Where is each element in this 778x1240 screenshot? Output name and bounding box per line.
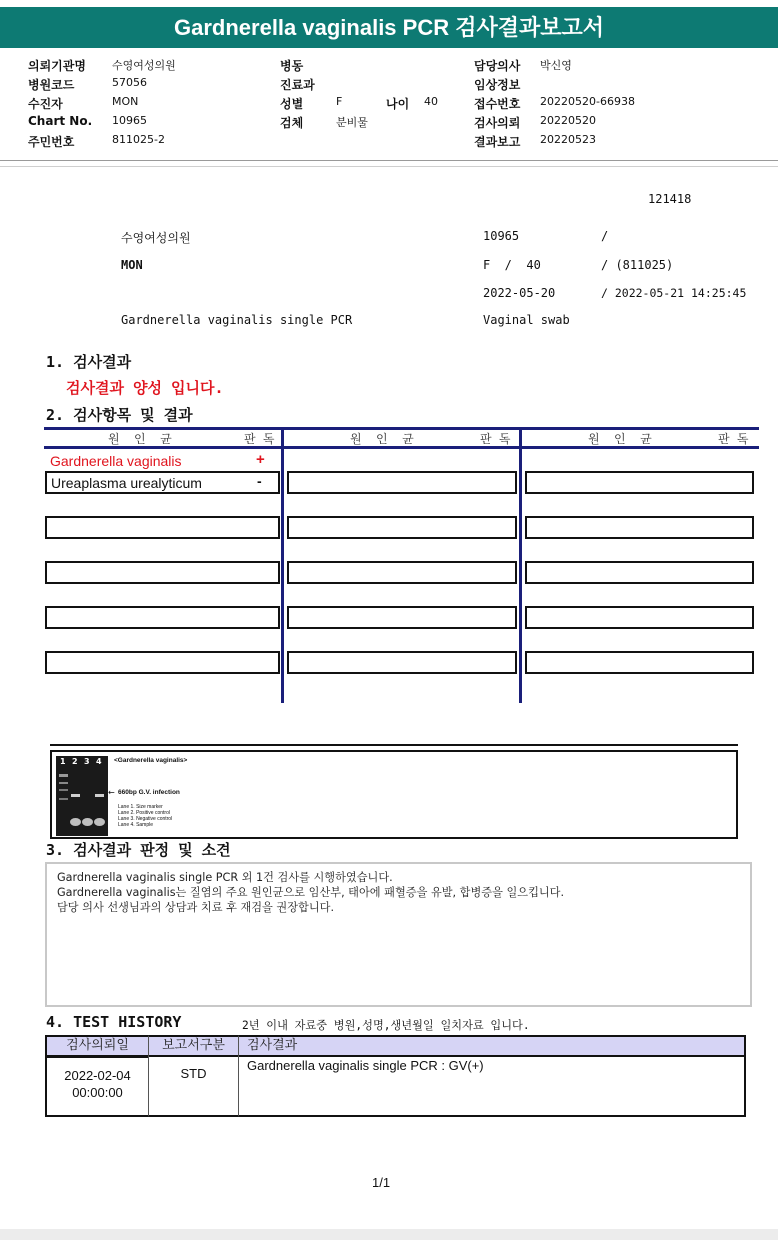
gel-primer-glow: [82, 818, 93, 826]
empty-cell: [525, 651, 754, 674]
empty-cell: [45, 516, 280, 539]
col-header-pathogen: 원 인 균: [588, 432, 652, 446]
table-row: [45, 471, 280, 494]
history-date: 2022-02-04: [64, 1068, 131, 1083]
page-number: 1/1: [372, 1175, 391, 1190]
header-label: 접수번호: [474, 97, 521, 111]
history-header-label: 검사결과: [247, 1038, 298, 1053]
report-title: Gardnerella vaginalis PCR 검사결과보고서: [0, 7, 778, 48]
gel-legend-item: Lane 1. Size marker: [118, 804, 163, 810]
header-label: 주민번호: [28, 135, 75, 149]
opinion-line: Gardnerella vaginalis는 질염의 주요 원인균으로 임산부, 태아에 패혈증을 유발, 합병증을 일으킵니다.: [57, 886, 565, 899]
gel-lane-number: 1: [60, 757, 66, 766]
age-value: 40: [424, 95, 438, 108]
page-bottom-margin: [0, 1229, 778, 1240]
empty-cell: [45, 606, 280, 629]
header-label: 임상정보: [474, 78, 521, 92]
history-time: 00:00:00: [72, 1085, 123, 1100]
empty-cell: [287, 471, 517, 494]
report-number: 121418: [648, 192, 692, 206]
empty-cell: [287, 561, 517, 584]
info-chart: 10965: [483, 229, 520, 243]
arrow-icon: ←: [108, 788, 115, 797]
history-cell-date: [45, 1056, 149, 1117]
history-note: 2년 이내 자료중 병원,성명,생년월일 일치자료 입니다.: [242, 1019, 530, 1032]
pathogen-result: +: [256, 451, 265, 468]
gel-marker-band: [59, 774, 68, 777]
header-value: 811025-2: [112, 133, 165, 146]
gel-heading: <Gardnerella vaginalis>: [114, 757, 188, 764]
pathogen-name: Ureaplasma urealyticum: [51, 475, 202, 491]
history-result: Gardnerella vaginalis single PCR : GV(+): [247, 1058, 484, 1073]
section-1-title: 1. 검사결과: [46, 353, 132, 371]
opinion-box: [45, 862, 752, 1007]
gel-lane-number: 2: [72, 757, 78, 766]
header-value: F: [336, 95, 343, 108]
col-header-judgement: 판 독: [244, 432, 275, 446]
header-value: MON: [112, 95, 139, 108]
section-4-title: 4. TEST HISTORY: [46, 1013, 182, 1031]
gel-band-label: 660bp G.V. infection: [118, 789, 180, 796]
header-value: 20220523: [540, 133, 596, 146]
header-divider: [0, 166, 778, 167]
history-header-result: [238, 1035, 746, 1057]
empty-cell: [287, 606, 517, 629]
header-col-2: [280, 57, 438, 133]
header-label: 병동: [280, 59, 304, 73]
header-label: 결과보고: [474, 135, 521, 149]
gel-sample-band: [95, 794, 104, 797]
gel-top-rule: [50, 744, 738, 746]
pathogen-name: Gardnerella vaginalis: [50, 453, 182, 469]
opinion-line: Gardnerella vaginalis single PCR 외 1건 검사를 시행하였습니다.: [57, 871, 393, 884]
age-label: 나이: [386, 97, 410, 111]
history-cell-result: [238, 1056, 746, 1117]
info-reported: / 2022-05-21 14:25:45: [601, 286, 747, 300]
header-label: 수진자: [28, 97, 63, 111]
history-header-date: [45, 1035, 149, 1057]
col-header-judgement: 판 독: [718, 432, 749, 446]
gel-primer-glow: [70, 818, 81, 826]
col-header-judgement: 판 독: [480, 432, 511, 446]
gel-lane-number: 4: [96, 757, 102, 766]
gel-legend: [118, 804, 172, 828]
empty-cell: [287, 516, 517, 539]
history-header-type: [148, 1035, 239, 1057]
gel-legend-item: Lane 4. Sample: [118, 822, 154, 828]
gel-legend-item: Lane 2. Positive control: [118, 810, 170, 816]
header-value: 10965: [112, 114, 147, 127]
gel-marker-band: [59, 798, 68, 800]
header-label: 담당의사: [474, 59, 521, 73]
table-col-divider: [519, 427, 522, 703]
gel-primer-glow: [94, 818, 105, 826]
header-label: 검체: [280, 116, 304, 130]
header-divider: [0, 160, 778, 161]
header-label: 성별: [280, 97, 304, 111]
section-3-title: 3. 검사결과 판정 및 소견: [46, 841, 231, 859]
gel-lane-number: 3: [84, 757, 90, 766]
table-col-divider: [281, 427, 284, 703]
pathogen-result: -: [257, 473, 262, 489]
info-clinic: 수영여성의원: [121, 231, 191, 245]
info-sex-age: F / 40: [483, 258, 541, 272]
header-label: Chart No.: [28, 114, 93, 128]
header-value: 분비물: [336, 116, 368, 129]
header-value: 수영여성의원: [112, 59, 176, 72]
gel-positive-band: [71, 794, 80, 797]
result-summary: 검사결과 양성 입니다.: [66, 379, 224, 397]
history-type: STD: [180, 1066, 207, 1081]
info-test-name: Gardnerella vaginalis single PCR: [121, 313, 353, 327]
history-header-label: 보고서구분: [162, 1038, 225, 1053]
opinion-line: 담당 의사 선생님과의 상담과 치료 후 재검을 권장합니다.: [57, 901, 335, 914]
info-patient: MON: [121, 258, 143, 272]
col-header-pathogen: 원 인 균: [108, 432, 172, 446]
header-col-1: [28, 57, 176, 152]
empty-cell: [45, 561, 280, 584]
header-label: 의뢰기관명: [28, 59, 86, 73]
empty-cell: [525, 561, 754, 584]
gel-marker-band: [59, 782, 68, 784]
header-label: 진료과: [280, 78, 315, 92]
empty-cell: [45, 651, 280, 674]
gel-marker-band: [59, 789, 68, 791]
empty-cell: [525, 516, 754, 539]
info-slash: /: [601, 229, 609, 243]
section-2-title: 2. 검사항목 및 결과: [46, 406, 193, 424]
history-header-label: 검사의뢰일: [66, 1038, 129, 1053]
history-cell-type: [148, 1056, 239, 1117]
info-received: 2022-05-20: [483, 286, 556, 300]
gel-image: [56, 756, 108, 836]
empty-cell: [525, 471, 754, 494]
gel-legend-item: Lane 3. Negative control: [118, 816, 173, 822]
header-value: 박신영: [540, 59, 572, 72]
empty-cell: [287, 651, 517, 674]
info-id: / (811025): [601, 258, 674, 272]
header-value: 57056: [112, 76, 147, 89]
header-label: 병원코드: [28, 78, 75, 92]
header-value: 20220520-66938: [540, 95, 635, 108]
header-label: 검사의뢰: [474, 116, 521, 130]
header-col-3: [474, 57, 635, 152]
col-header-pathogen: 원 인 균: [350, 432, 414, 446]
header-value: 20220520: [540, 114, 596, 127]
info-specimen: Vaginal swab: [483, 313, 570, 327]
gel-panel: [50, 750, 738, 839]
empty-cell: [525, 606, 754, 629]
